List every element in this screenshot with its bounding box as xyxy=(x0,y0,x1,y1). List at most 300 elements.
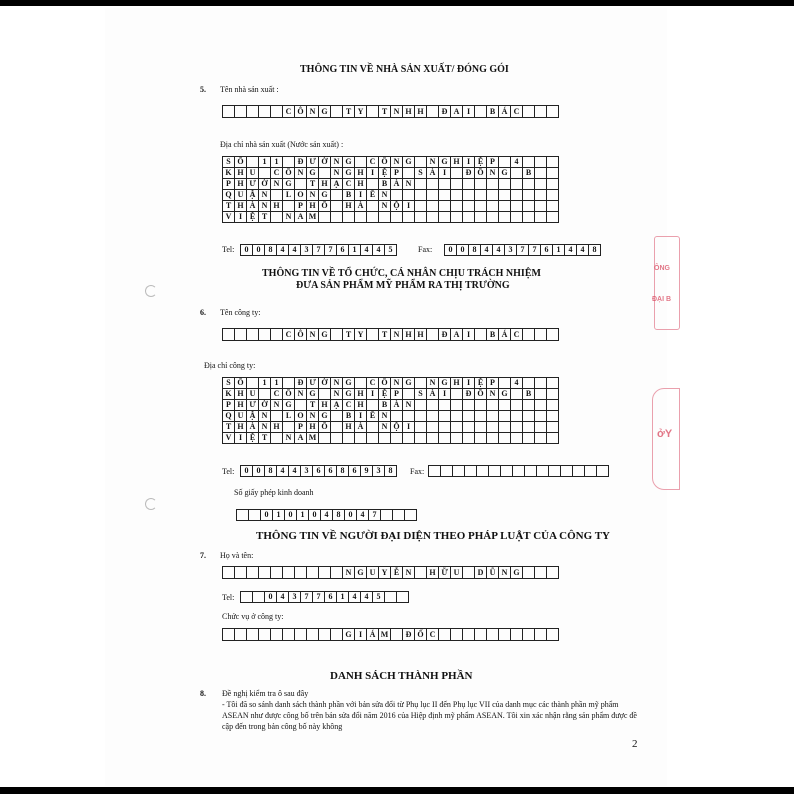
company-address-row xyxy=(223,389,559,400)
company-name-cell xyxy=(247,329,259,341)
company-address-cell: 1 xyxy=(259,378,271,389)
company-address-cell: H xyxy=(355,389,367,400)
position-row xyxy=(223,629,559,641)
company-address-cell xyxy=(367,400,379,411)
company-address-cell xyxy=(499,422,511,433)
manufacturer-address-cell: G xyxy=(343,157,355,168)
business-license-cell: 0 xyxy=(309,510,321,521)
company-address-row xyxy=(223,411,559,422)
manufacturer-address-cell: G xyxy=(499,168,511,179)
representative-tel-cell: 4 xyxy=(361,592,373,603)
manufacturer-address-cell: I xyxy=(463,157,475,168)
company-tel-cell: 4 xyxy=(289,466,301,477)
company-address-cell xyxy=(535,400,547,411)
company-address-cell: À xyxy=(427,389,439,400)
company-fax-cell xyxy=(477,466,489,477)
company-address-cell: I xyxy=(355,411,367,422)
business-license-cell xyxy=(393,510,405,521)
manufacturer-address-cell xyxy=(511,201,523,212)
company-address-cell xyxy=(547,400,559,411)
manufacturer-address-cell xyxy=(535,201,547,212)
company-address-cell: T xyxy=(223,422,235,433)
representative-name-cell: N xyxy=(403,567,415,579)
manufacturer-address-cell: U xyxy=(247,168,259,179)
company-address-cell xyxy=(511,422,523,433)
manufacturer-address-cell: Ố xyxy=(319,201,331,212)
heading-responsible-line2: ĐƯA SẢN PHẨM MỸ PHẨM RA THỊ TRƯỜNG xyxy=(296,280,510,291)
manufacturer-address-cell: H xyxy=(235,168,247,179)
position-cell xyxy=(283,629,295,641)
company-address-cell: N xyxy=(379,422,391,433)
manufacturer-name-cell xyxy=(259,106,271,118)
company-tel-cell: 8 xyxy=(337,466,349,477)
manufacturer-address-cell xyxy=(355,212,367,223)
company-address-row xyxy=(223,422,559,433)
manufacturer-address-cell xyxy=(535,179,547,190)
company-address-cell: G xyxy=(343,389,355,400)
business-license-cell xyxy=(405,510,417,521)
company-name-cell: C xyxy=(283,329,295,341)
company-address-cell: H xyxy=(319,400,331,411)
manufacturer-address-cell: B xyxy=(523,168,535,179)
company-address-cell xyxy=(535,378,547,389)
business-license-cell: 0 xyxy=(345,510,357,521)
company-address-cell: Ệ xyxy=(247,433,259,444)
manufacturer-address-cell: Ồ xyxy=(475,168,487,179)
manufacturer-address-cell xyxy=(451,190,463,201)
company-address-cell: C xyxy=(343,400,355,411)
company-address-cell xyxy=(499,400,511,411)
manufacturer-tel-cell: 6 xyxy=(337,245,349,256)
manufacturer-address-grid xyxy=(222,156,559,223)
section-5-number: 5. xyxy=(200,85,206,94)
manufacturer-address-cell: P xyxy=(487,157,499,168)
company-address-cell: Ô xyxy=(379,378,391,389)
position-cell xyxy=(535,629,547,641)
company-address-cell: Ê xyxy=(367,411,379,422)
company-address-cell xyxy=(451,400,463,411)
manufacturer-address-cell xyxy=(379,212,391,223)
company-address-cell xyxy=(511,400,523,411)
manufacturer-address-cell: B xyxy=(379,179,391,190)
manufacturer-fax-cell: 7 xyxy=(517,245,529,256)
position-cell xyxy=(271,629,283,641)
company-address-cell xyxy=(487,433,499,444)
representative-name-cell: Ễ xyxy=(391,567,403,579)
company-address-cell: G xyxy=(403,378,415,389)
company-address-cell: 4 xyxy=(511,378,523,389)
company-address-cell xyxy=(451,422,463,433)
manufacturer-name-cell: Á xyxy=(499,106,511,118)
company-address-cell xyxy=(451,389,463,400)
company-address-cell: M xyxy=(307,433,319,444)
company-address-cell xyxy=(271,411,283,422)
manufacturer-fax-cell: 8 xyxy=(469,245,481,256)
manufacturer-address-cell: À xyxy=(391,179,403,190)
manufacturer-tel-cell: 4 xyxy=(361,245,373,256)
section-6-number: 6. xyxy=(200,308,206,317)
manufacturer-address-cell: N xyxy=(259,190,271,201)
company-name-label: Tên công ty: xyxy=(220,308,261,317)
representative-name-cell: G xyxy=(355,567,367,579)
manufacturer-address-cell xyxy=(439,201,451,212)
representative-name-cell xyxy=(523,567,535,579)
manufacturer-address-cell xyxy=(475,201,487,212)
company-address-cell: N xyxy=(295,389,307,400)
manufacturer-fax-cell: 4 xyxy=(565,245,577,256)
company-tel-cell: 9 xyxy=(361,466,373,477)
manufacturer-address-cell xyxy=(511,179,523,190)
manufacturer-address-cell: Ô xyxy=(379,157,391,168)
company-name-cell: H xyxy=(403,329,415,341)
business-license-cell: 8 xyxy=(333,510,345,521)
manufacturer-address-cell: T xyxy=(259,212,271,223)
manufacturer-address-cell xyxy=(331,212,343,223)
company-address-cell xyxy=(523,433,535,444)
company-address-cell: Ư xyxy=(247,400,259,411)
business-license-cell: 4 xyxy=(357,510,369,521)
manufacturer-name-cell xyxy=(475,106,487,118)
representative-name-cell xyxy=(535,567,547,579)
company-address-cell: N xyxy=(487,389,499,400)
company-name-cell: N xyxy=(307,329,319,341)
position-cell xyxy=(439,629,451,641)
manufacturer-address-cell xyxy=(511,168,523,179)
representative-name-cell: D xyxy=(475,567,487,579)
position-cell xyxy=(331,629,343,641)
manufacturer-address-cell: H xyxy=(343,201,355,212)
manufacturer-address-cell xyxy=(547,168,559,179)
manufacturer-tel-label: Tel: xyxy=(222,245,235,254)
stamp-text-2: ĐẠI B xyxy=(652,296,672,303)
manufacturer-address-cell xyxy=(511,212,523,223)
manufacturer-address-cell xyxy=(259,168,271,179)
company-name-cell: Y xyxy=(355,329,367,341)
company-name-cell xyxy=(475,329,487,341)
company-address-cell xyxy=(535,422,547,433)
manufacturer-address-cell: U xyxy=(235,190,247,201)
company-address-cell: H xyxy=(235,400,247,411)
company-address-cell xyxy=(463,433,475,444)
representative-name-cell: N xyxy=(499,567,511,579)
company-tel-grid xyxy=(240,465,397,477)
representative-tel-label: Tel: xyxy=(222,593,235,602)
manufacturer-address-cell: À xyxy=(355,201,367,212)
manufacturer-tel-cell: 3 xyxy=(301,245,313,256)
manufacturer-name-cell: C xyxy=(283,106,295,118)
company-fax-cell xyxy=(429,466,441,477)
position-cell xyxy=(463,629,475,641)
company-address-cell xyxy=(463,422,475,433)
company-address-cell: I xyxy=(235,433,247,444)
manufacturer-address-cell: Ờ xyxy=(319,157,331,168)
company-address-cell xyxy=(475,411,487,422)
representative-name-cell xyxy=(463,567,475,579)
company-address-cell xyxy=(331,433,343,444)
company-address-cell xyxy=(319,433,331,444)
manufacturer-address-cell xyxy=(487,190,499,201)
representative-name-label: Họ và tên: xyxy=(220,551,254,560)
position-cell: Á xyxy=(367,629,379,641)
company-address-cell: G xyxy=(307,389,319,400)
representative-tel-cell: 0 xyxy=(265,592,277,603)
manufacturer-address-cell xyxy=(451,201,463,212)
manufacturer-address-cell xyxy=(463,201,475,212)
business-license-cell: 1 xyxy=(297,510,309,521)
manufacturer-address-cell xyxy=(283,201,295,212)
position-cell xyxy=(523,629,535,641)
business-license-cell xyxy=(237,510,249,521)
company-address-cell xyxy=(451,433,463,444)
company-address-cell: À xyxy=(247,422,259,433)
company-address-cell: N xyxy=(379,411,391,422)
manufacturer-fax-cell: 8 xyxy=(589,245,601,256)
manufacturer-address-cell xyxy=(499,157,511,168)
manufacturer-address-cell xyxy=(463,212,475,223)
manufacturer-name-cell: C xyxy=(511,106,523,118)
position-cell: G xyxy=(343,629,355,641)
manufacturer-name-cell: H xyxy=(415,106,427,118)
manufacturer-address-cell xyxy=(487,201,499,212)
manufacturer-address-cell: P xyxy=(223,179,235,190)
company-fax-cell xyxy=(489,466,501,477)
company-address-cell: T xyxy=(259,433,271,444)
company-address-cell: Ạ xyxy=(331,400,343,411)
manufacturer-name-cell: Đ xyxy=(439,106,451,118)
position-cell xyxy=(487,629,499,641)
representative-name-cell xyxy=(295,567,307,579)
manufacturer-address-cell: G xyxy=(283,179,295,190)
company-name-cell xyxy=(523,329,535,341)
position-cell xyxy=(511,629,523,641)
company-address-cell xyxy=(487,411,499,422)
manufacturer-name-cell xyxy=(271,106,283,118)
representative-name-cell xyxy=(547,567,559,579)
company-address-cell xyxy=(499,433,511,444)
company-name-cell xyxy=(259,329,271,341)
company-address-cell: À xyxy=(355,422,367,433)
company-address-cell xyxy=(367,433,379,444)
manufacturer-address-cell xyxy=(535,190,547,201)
manufacturer-address-cell: Ộ xyxy=(391,201,403,212)
manufacturer-address-cell: Ệ xyxy=(379,168,391,179)
manufacturer-address-cell xyxy=(475,212,487,223)
manufacturer-address-cell: Ê xyxy=(367,190,379,201)
business-license-cell xyxy=(249,510,261,521)
company-address-cell xyxy=(451,411,463,422)
company-address-cell: N xyxy=(283,433,295,444)
manufacturer-address-cell xyxy=(343,212,355,223)
manufacturer-address-cell xyxy=(319,168,331,179)
company-address-cell: H xyxy=(355,400,367,411)
manufacturer-address-cell: Ờ xyxy=(259,179,271,190)
manufacturer-address-cell xyxy=(283,157,295,168)
manufacturer-address-cell: G xyxy=(343,168,355,179)
company-name-cell: Đ xyxy=(439,329,451,341)
representative-name-cell xyxy=(283,567,295,579)
manufacturer-address-cell: N xyxy=(283,212,295,223)
representative-name-grid xyxy=(222,566,559,579)
manufacturer-address-cell: À xyxy=(427,168,439,179)
company-name-cell: G xyxy=(319,329,331,341)
company-address-cell: G xyxy=(283,400,295,411)
manufacturer-address-cell xyxy=(367,201,379,212)
company-address-cell: N xyxy=(307,411,319,422)
business-license-label: Số giấy phép kinh doanh xyxy=(234,488,314,497)
position-cell xyxy=(451,629,463,641)
manufacturer-address-cell: Ạ xyxy=(331,179,343,190)
company-fax-row xyxy=(429,466,609,477)
manufacturer-name-cell: I xyxy=(463,106,475,118)
manufacturer-address-cell: C xyxy=(367,157,379,168)
manufacturer-address-cell: I xyxy=(403,201,415,212)
company-address-cell: G xyxy=(343,378,355,389)
company-address-cell xyxy=(331,422,343,433)
business-license-cell: 0 xyxy=(285,510,297,521)
company-address-cell xyxy=(463,400,475,411)
company-address-cell xyxy=(547,422,559,433)
manufacturer-address-cell xyxy=(499,179,511,190)
company-address-cell xyxy=(439,422,451,433)
business-license-grid xyxy=(236,509,417,521)
company-address-cell xyxy=(415,422,427,433)
position-cell: M xyxy=(379,629,391,641)
company-address-cell: Q xyxy=(223,411,235,422)
company-tel-row xyxy=(241,466,397,477)
manufacturer-address-cell xyxy=(523,212,535,223)
company-tel-cell: 8 xyxy=(265,466,277,477)
manufacturer-address-cell xyxy=(523,179,535,190)
company-address-cell: B xyxy=(343,411,355,422)
manufacturer-address-cell: K xyxy=(223,168,235,179)
company-address-row xyxy=(223,433,559,444)
company-address-cell xyxy=(283,378,295,389)
manufacturer-address-cell xyxy=(403,168,415,179)
representative-tel-cell: 7 xyxy=(313,592,325,603)
company-address-cell: À xyxy=(391,400,403,411)
company-address-cell: Ậ xyxy=(247,411,259,422)
company-name-grid xyxy=(222,328,559,341)
manufacturer-address-cell: N xyxy=(307,190,319,201)
position-cell: C xyxy=(427,629,439,641)
manufacturer-address-cell xyxy=(439,190,451,201)
manufacturer-address-cell xyxy=(415,201,427,212)
business-license-cell xyxy=(381,510,393,521)
heading-representative: THÔNG TIN VỀ NGƯỜI ĐẠI DIỆN THEO PHÁP LUẬT CỦA CÔNG TY xyxy=(256,530,610,542)
company-address-cell: Ô xyxy=(283,389,295,400)
manufacturer-address-cell xyxy=(367,212,379,223)
manufacturer-address-cell xyxy=(415,190,427,201)
company-name-cell: T xyxy=(379,329,391,341)
manufacturer-address-cell: S xyxy=(415,168,427,179)
representative-name-cell xyxy=(271,567,283,579)
manufacturer-address-cell: 1 xyxy=(259,157,271,168)
company-address-cell xyxy=(523,400,535,411)
position-cell xyxy=(547,629,559,641)
company-fax-grid xyxy=(428,465,609,477)
section-7-number: 7. xyxy=(200,551,206,560)
manufacturer-address-cell xyxy=(355,157,367,168)
manufacturer-address-cell xyxy=(391,190,403,201)
manufacturer-name-cell: N xyxy=(307,106,319,118)
representative-tel-cell: 3 xyxy=(289,592,301,603)
manufacturer-address-cell xyxy=(403,212,415,223)
company-address-cell: H xyxy=(235,422,247,433)
company-address-row xyxy=(223,378,559,389)
representative-name-row xyxy=(223,567,559,579)
manufacturer-address-cell: I xyxy=(355,190,367,201)
company-address-cell: O xyxy=(295,411,307,422)
manufacturer-address-cell xyxy=(403,190,415,201)
manufacturer-address-cell xyxy=(499,212,511,223)
company-address-cell xyxy=(547,389,559,400)
manufacturer-address-cell: T xyxy=(223,201,235,212)
company-address-grid xyxy=(222,377,559,444)
manufacturer-address-cell: L xyxy=(283,190,295,201)
company-address-cell xyxy=(403,389,415,400)
company-name-cell: Ô xyxy=(295,329,307,341)
company-address-cell xyxy=(247,378,259,389)
manufacturer-address-cell: H xyxy=(319,179,331,190)
company-address-cell: Ố xyxy=(235,378,247,389)
position-cell: Ố xyxy=(415,629,427,641)
company-address-cell xyxy=(259,389,271,400)
company-fax-cell xyxy=(597,466,609,477)
representative-name-cell xyxy=(235,567,247,579)
manufacturer-name-cell: Y xyxy=(355,106,367,118)
company-address-cell: H xyxy=(307,422,319,433)
manufacturer-address-cell xyxy=(415,179,427,190)
company-fax-cell xyxy=(465,466,477,477)
company-address-cell xyxy=(487,422,499,433)
representative-tel-cell xyxy=(241,592,253,603)
manufacturer-address-cell xyxy=(535,157,547,168)
manufacturer-address-cell: Đ xyxy=(295,157,307,168)
company-fax-cell xyxy=(525,466,537,477)
company-address-cell xyxy=(535,433,547,444)
company-address-cell: K xyxy=(223,389,235,400)
manufacturer-address-cell: N xyxy=(331,168,343,179)
company-address-cell: I xyxy=(403,422,415,433)
manufacturer-address-row xyxy=(223,179,559,190)
section-8-number: 8. xyxy=(200,689,206,698)
company-name-cell xyxy=(535,329,547,341)
company-address-cell xyxy=(511,411,523,422)
company-address-cell: T xyxy=(307,400,319,411)
manufacturer-address-cell xyxy=(547,190,559,201)
manufacturer-address-cell xyxy=(427,190,439,201)
manufacturer-address-cell: N xyxy=(379,190,391,201)
manufacturer-fax-grid xyxy=(444,244,601,256)
company-address-cell: I xyxy=(367,389,379,400)
company-address-cell: N xyxy=(331,378,343,389)
manufacturer-address-cell xyxy=(451,168,463,179)
company-tel-cell: 8 xyxy=(385,466,397,477)
company-tel-cell: 6 xyxy=(349,466,361,477)
manufacturer-tel-row xyxy=(241,245,397,256)
manufacturer-name-cell: T xyxy=(379,106,391,118)
manufacturer-address-cell xyxy=(427,179,439,190)
manufacturer-name-cell: A xyxy=(451,106,463,118)
company-address-cell xyxy=(271,433,283,444)
company-name-cell xyxy=(427,329,439,341)
company-name-cell xyxy=(223,329,235,341)
company-address-cell xyxy=(319,389,331,400)
company-address-cell: U xyxy=(235,411,247,422)
manufacturer-address-cell: À xyxy=(247,201,259,212)
manufacturer-fax-cell: 0 xyxy=(457,245,469,256)
company-address-cell: V xyxy=(223,433,235,444)
